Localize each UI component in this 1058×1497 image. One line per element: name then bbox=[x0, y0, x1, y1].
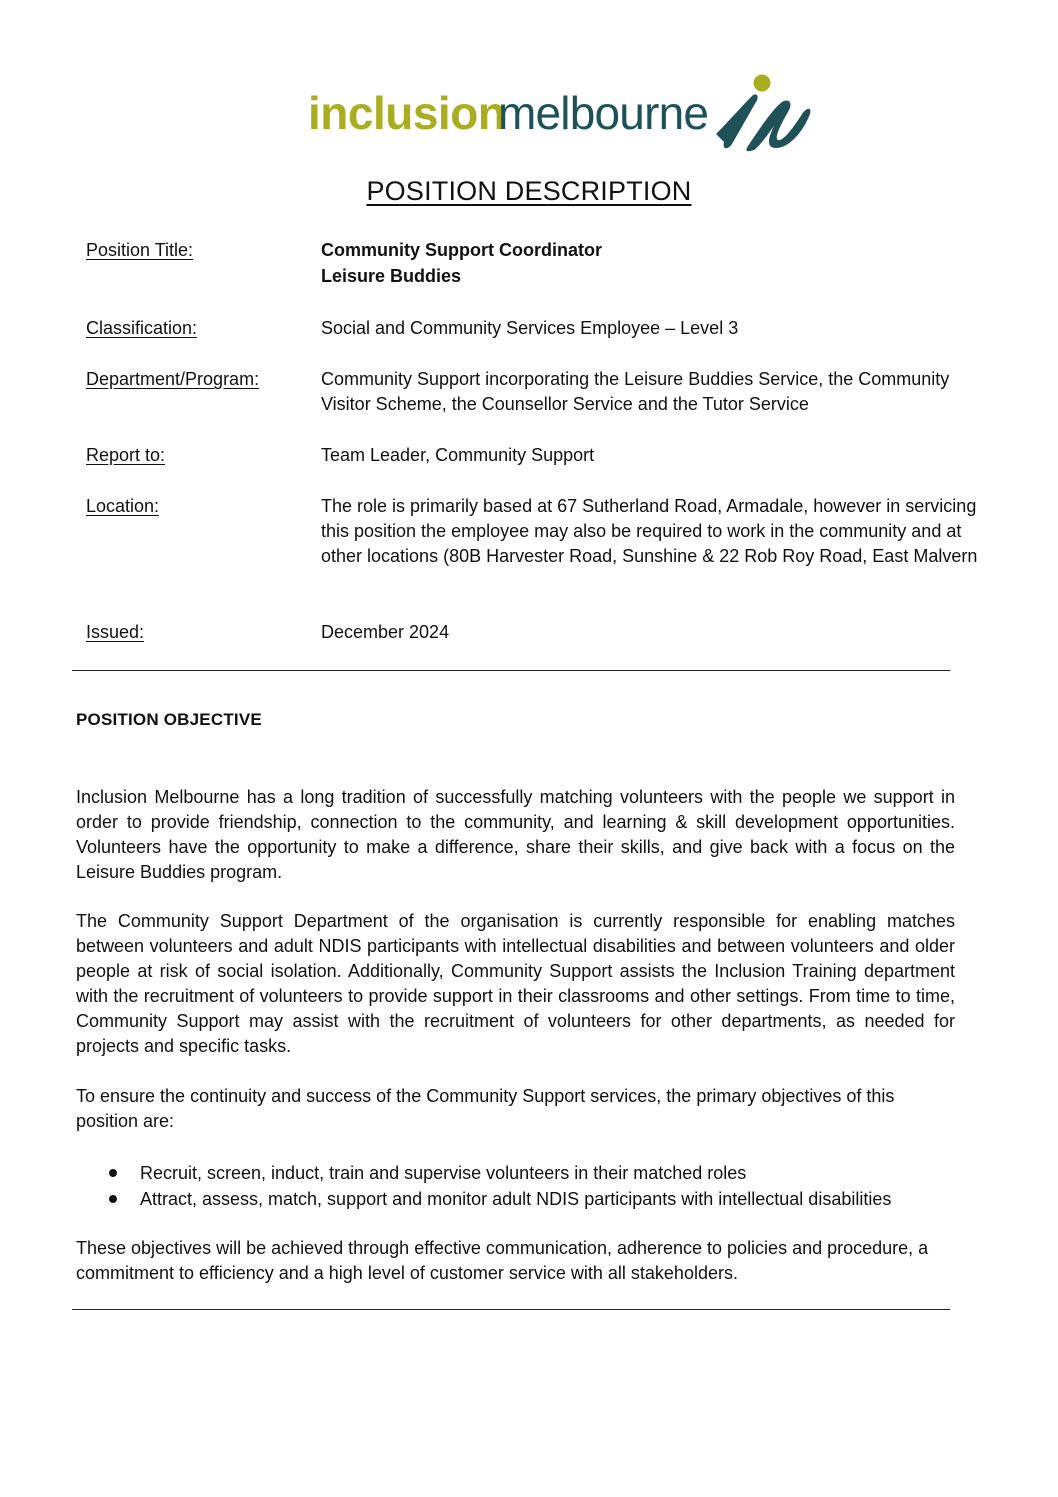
logo-emblem-icon bbox=[716, 75, 810, 152]
logo-graphic bbox=[308, 72, 818, 154]
bullet-text: Recruit, screen, induct, train and supervise volunteers in their matched roles bbox=[140, 1163, 747, 1183]
issued-label: Issued: bbox=[86, 622, 145, 642]
position-title-label: Position Title: bbox=[86, 240, 194, 260]
report-to-value: Team Leader, Community Support bbox=[321, 445, 595, 465]
objective-paragraph-1: Inclusion Melbourne has a long tradition of successfully matching volunteers with the people we support in order to provide friendship, connection to the community, and learning & skill development opportunities. Volunteers have the opportunity to make a difference, share their skills, and give back with a focus on the Leisure Buddies program. bbox=[76, 787, 955, 882]
classification-label: Classification: bbox=[86, 318, 198, 338]
position-title-line-2: Leisure Buddies bbox=[321, 266, 462, 286]
bullet-icon bbox=[109, 1195, 117, 1203]
objective-bullet-list bbox=[76, 1160, 976, 1212]
inclusion-melbourne-logo bbox=[308, 72, 818, 154]
objective-paragraph-3: To ensure the continuity and success of the Community Support services, the primary objectives of this position are: bbox=[76, 1086, 895, 1131]
issued-value: December 2024 bbox=[321, 622, 450, 642]
logo-word-inclusion: inclusion bbox=[308, 87, 506, 139]
location-value: The role is primarily based at 67 Sutherland Road, Armadale, however in servicing this position the employee may also be required to work in the community and at other locations (80B Harvester Road, Sunshine & 22 Rob Roy Road, East Malvern bbox=[321, 496, 978, 566]
bullet-text: Attract, assess, match, support and monitor adult NDIS participants with intellectual disabilities bbox=[140, 1189, 892, 1209]
section-divider bbox=[72, 670, 950, 671]
list-item bbox=[76, 1186, 976, 1212]
department-program-value: Community Support incorporating the Leisure Buddies Service, the Community Visitor Scheme, the Counsellor Service and the Tutor Service bbox=[321, 369, 950, 414]
position-objective-heading: POSITION OBJECTIVE bbox=[76, 710, 262, 729]
department-program-label: Department/Program: bbox=[86, 369, 260, 389]
report-to-label: Report to: bbox=[86, 445, 166, 465]
objective-paragraph-2: The Community Support Department of the organisation is currently responsible for enabling matches between volunteers and adult NDIS participants with intellectual disabilities and between volunteers and older people at risk of social isolation. Additionally, Community Support assists the Inclusion Training department with the recruitment of volunteers to provide support in their classrooms and other settings. From time to time, Community Support may assist with the recruitment of volunteers for other departments, as needed for projects and specific tasks. bbox=[76, 911, 955, 1056]
objective-paragraph-4: These objectives will be achieved through effective communication, adherence to policies and procedure, a commitment to efficiency and a high level of customer service with all stakeholders. bbox=[76, 1238, 929, 1283]
position-title-line-1: Community Support Coordinator bbox=[321, 240, 602, 260]
location-label: Location: bbox=[86, 496, 160, 516]
document-title: POSITION DESCRIPTION bbox=[366, 176, 692, 206]
classification-value: Social and Community Services Employee – Level 3 bbox=[321, 318, 739, 338]
bullet-icon bbox=[109, 1169, 117, 1177]
list-item bbox=[76, 1160, 976, 1186]
logo-word-melbourne: melbourne bbox=[498, 87, 709, 139]
section-divider-bottom bbox=[72, 1309, 950, 1310]
